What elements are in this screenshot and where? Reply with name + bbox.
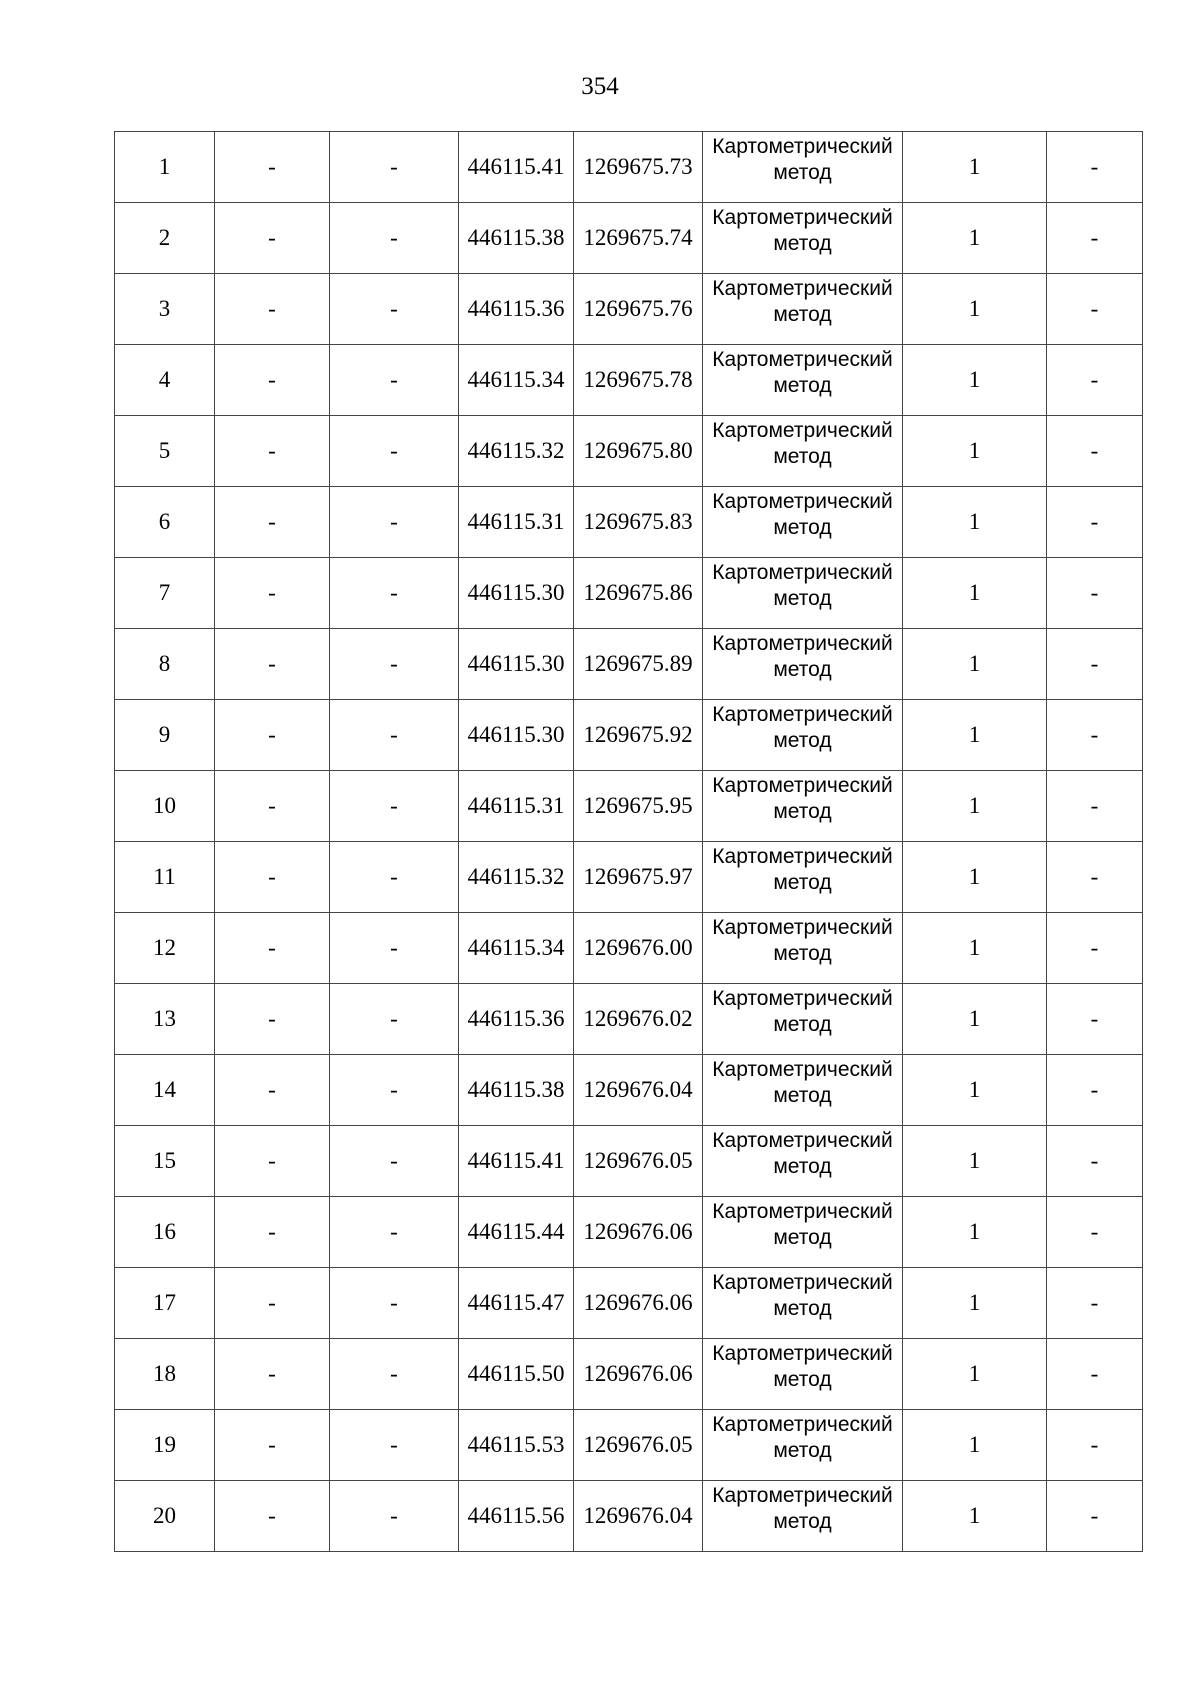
point-number-cell: 10 [115,771,215,842]
dash-cell: - [1047,1481,1143,1552]
table-row [115,203,1143,274]
y-coordinate-cell: 1269675.86 [574,558,703,629]
table-row [115,558,1143,629]
x-coordinate-cell: 446115.32 [459,842,574,913]
table-row [115,1481,1143,1552]
dash-cell: - [330,416,459,487]
y-coordinate-cell: 1269676.02 [574,984,703,1055]
dash-cell: - [215,842,330,913]
point-number-cell: 20 [115,1481,215,1552]
accuracy-cell: 1 [903,345,1047,416]
dash-cell: - [330,842,459,913]
table-row [115,416,1143,487]
point-number-cell: 1 [115,132,215,203]
dash-cell: - [215,1055,330,1126]
method-label-line2: метод [773,232,832,255]
x-coordinate-cell: 446115.38 [459,203,574,274]
method-cell [703,1268,903,1339]
method-cell [703,1126,903,1197]
method-cell [703,1339,903,1410]
point-number-cell: 3 [115,274,215,345]
x-coordinate-cell: 446115.41 [459,1126,574,1197]
method-cell [703,1410,903,1481]
dash-cell: - [330,629,459,700]
dash-cell: - [215,1339,330,1410]
method-label-line1: Картометрический [712,561,893,584]
method-cell [703,274,903,345]
x-coordinate-cell: 446115.34 [459,913,574,984]
table-row [115,842,1143,913]
point-number-cell: 11 [115,842,215,913]
method-label-line2: метод [773,303,832,326]
table-row [115,700,1143,771]
accuracy-cell: 1 [903,629,1047,700]
dash-cell: - [330,274,459,345]
dash-cell: - [330,345,459,416]
dash-cell: - [1047,1197,1143,1268]
method-cell [703,771,903,842]
dash-cell: - [215,629,330,700]
dash-cell: - [330,1268,459,1339]
table-row [115,274,1143,345]
dash-cell: - [215,274,330,345]
accuracy-cell: 1 [903,842,1047,913]
point-number-cell: 13 [115,984,215,1055]
dash-cell: - [215,1197,330,1268]
dash-cell: - [215,1481,330,1552]
dash-cell: - [1047,700,1143,771]
point-number-cell: 17 [115,1268,215,1339]
table-row [115,1126,1143,1197]
method-label-line1: Картометрический [712,419,893,442]
dash-cell: - [330,700,459,771]
point-number-cell: 8 [115,629,215,700]
x-coordinate-cell: 446115.36 [459,984,574,1055]
dash-cell: - [215,1410,330,1481]
method-label-line1: Картометрический [712,348,893,371]
accuracy-cell: 1 [903,274,1047,345]
dash-cell: - [215,203,330,274]
dash-cell: - [1047,1339,1143,1410]
point-number-cell: 14 [115,1055,215,1126]
point-number-cell: 12 [115,913,215,984]
method-cell [703,700,903,771]
table-row [115,1055,1143,1126]
dash-cell: - [215,984,330,1055]
dash-cell: - [330,558,459,629]
x-coordinate-cell: 446115.50 [459,1339,574,1410]
method-cell [703,913,903,984]
method-label-line2: метод [773,800,832,823]
point-number-cell: 2 [115,203,215,274]
method-label-line1: Картометрический [712,490,893,513]
x-coordinate-cell: 446115.30 [459,558,574,629]
method-cell [703,416,903,487]
dash-cell: - [1047,1268,1143,1339]
dash-cell: - [1047,132,1143,203]
accuracy-cell: 1 [903,984,1047,1055]
accuracy-cell: 1 [903,487,1047,558]
table-row [115,345,1143,416]
x-coordinate-cell: 446115.38 [459,1055,574,1126]
dash-cell: - [215,1126,330,1197]
method-label-line1: Картометрический [712,1058,893,1081]
method-label-line2: метод [773,161,832,184]
method-cell [703,629,903,700]
x-coordinate-cell: 446115.30 [459,629,574,700]
y-coordinate-cell: 1269676.05 [574,1126,703,1197]
dash-cell: - [215,700,330,771]
method-label-line2: метод [773,942,832,965]
method-label-line1: Картометрический [712,774,893,797]
table-row [115,132,1143,203]
method-label-line2: метод [773,1439,832,1462]
table-row [115,1410,1143,1481]
dash-cell: - [1047,629,1143,700]
accuracy-cell: 1 [903,700,1047,771]
dash-cell: - [330,1197,459,1268]
method-label-line1: Картометрический [712,916,893,939]
method-label-line2: метод [773,1297,832,1320]
method-label-line2: метод [773,445,832,468]
dash-cell: - [1047,1410,1143,1481]
accuracy-cell: 1 [903,1481,1047,1552]
x-coordinate-cell: 446115.34 [459,345,574,416]
method-label-line1: Картометрический [712,1342,893,1365]
method-cell [703,984,903,1055]
method-label-line2: метод [773,1368,832,1391]
x-coordinate-cell: 446115.44 [459,1197,574,1268]
method-cell [703,132,903,203]
dash-cell: - [1047,487,1143,558]
method-label-line1: Картометрический [712,206,893,229]
accuracy-cell: 1 [903,1126,1047,1197]
table-row [115,1197,1143,1268]
x-coordinate-cell: 446115.53 [459,1410,574,1481]
method-label-line2: метод [773,871,832,894]
accuracy-cell: 1 [903,558,1047,629]
method-cell [703,1481,903,1552]
table-row [115,487,1143,558]
point-number-cell: 16 [115,1197,215,1268]
point-number-cell: 15 [115,1126,215,1197]
x-coordinate-cell: 446115.56 [459,1481,574,1552]
point-number-cell: 5 [115,416,215,487]
accuracy-cell: 1 [903,1410,1047,1481]
y-coordinate-cell: 1269675.80 [574,416,703,487]
method-label-line1: Картометрический [712,703,893,726]
dash-cell: - [330,1339,459,1410]
x-coordinate-cell: 446115.31 [459,487,574,558]
point-number-cell: 6 [115,487,215,558]
dash-cell: - [330,1126,459,1197]
dash-cell: - [1047,274,1143,345]
dash-cell: - [215,771,330,842]
y-coordinate-cell: 1269676.04 [574,1481,703,1552]
x-coordinate-cell: 446115.31 [459,771,574,842]
x-coordinate-cell: 446115.47 [459,1268,574,1339]
dash-cell: - [1047,345,1143,416]
accuracy-cell: 1 [903,913,1047,984]
method-label-line2: метод [773,1155,832,1178]
y-coordinate-cell: 1269675.95 [574,771,703,842]
dash-cell: - [330,132,459,203]
method-label-line2: метод [773,658,832,681]
method-label-line2: метод [773,374,832,397]
method-cell [703,1197,903,1268]
method-label-line2: метод [773,729,832,752]
method-label-line1: Картометрический [712,987,893,1010]
dash-cell: - [330,487,459,558]
dash-cell: - [330,984,459,1055]
y-coordinate-cell: 1269675.83 [574,487,703,558]
method-cell [703,842,903,913]
accuracy-cell: 1 [903,1197,1047,1268]
method-label-line2: метод [773,1226,832,1249]
x-coordinate-cell: 446115.41 [459,132,574,203]
method-cell [703,558,903,629]
accuracy-cell: 1 [903,203,1047,274]
dash-cell: - [215,1268,330,1339]
coordinates-table [114,131,1143,1552]
method-label-line2: метод [773,587,832,610]
method-cell [703,1055,903,1126]
dash-cell: - [1047,1126,1143,1197]
y-coordinate-cell: 1269675.78 [574,345,703,416]
table-row [115,1268,1143,1339]
y-coordinate-cell: 1269675.74 [574,203,703,274]
method-label-line2: метод [773,1084,832,1107]
method-cell [703,203,903,274]
method-label-line1: Картометрический [712,1413,893,1436]
table-row [115,984,1143,1055]
point-number-cell: 18 [115,1339,215,1410]
dash-cell: - [215,913,330,984]
dash-cell: - [1047,416,1143,487]
point-number-cell: 9 [115,700,215,771]
y-coordinate-cell: 1269675.97 [574,842,703,913]
x-coordinate-cell: 446115.36 [459,274,574,345]
dash-cell: - [330,1481,459,1552]
point-number-cell: 4 [115,345,215,416]
accuracy-cell: 1 [903,132,1047,203]
table-body [115,132,1143,1552]
method-label-line1: Картометрический [712,135,893,158]
dash-cell: - [330,1410,459,1481]
table-row [115,913,1143,984]
page-number: 354 [581,73,619,100]
y-coordinate-cell: 1269676.06 [574,1339,703,1410]
method-label-line2: метод [773,516,832,539]
method-label-line1: Картометрический [712,632,893,655]
y-coordinate-cell: 1269675.89 [574,629,703,700]
dash-cell: - [1047,1055,1143,1126]
y-coordinate-cell: 1269675.73 [574,132,703,203]
accuracy-cell: 1 [903,1268,1047,1339]
method-label-line1: Картометрический [712,845,893,868]
y-coordinate-cell: 1269676.05 [574,1410,703,1481]
table-row [115,1339,1143,1410]
y-coordinate-cell: 1269676.06 [574,1197,703,1268]
dash-cell: - [1047,842,1143,913]
dash-cell: - [1047,558,1143,629]
method-label-line1: Картометрический [712,1129,893,1152]
table-row [115,629,1143,700]
y-coordinate-cell: 1269676.04 [574,1055,703,1126]
method-label-line1: Картометрический [712,1200,893,1223]
dash-cell: - [330,203,459,274]
method-label-line1: Картометрический [712,277,893,300]
dash-cell: - [215,487,330,558]
method-label-line2: метод [773,1510,832,1533]
dash-cell: - [215,558,330,629]
dash-cell: - [1047,771,1143,842]
dash-cell: - [330,1055,459,1126]
dash-cell: - [1047,203,1143,274]
dash-cell: - [330,771,459,842]
y-coordinate-cell: 1269675.76 [574,274,703,345]
accuracy-cell: 1 [903,1055,1047,1126]
dash-cell: - [330,913,459,984]
dash-cell: - [1047,913,1143,984]
point-number-cell: 7 [115,558,215,629]
y-coordinate-cell: 1269675.92 [574,700,703,771]
table-row [115,771,1143,842]
y-coordinate-cell: 1269676.00 [574,913,703,984]
method-cell [703,345,903,416]
x-coordinate-cell: 446115.30 [459,700,574,771]
accuracy-cell: 1 [903,416,1047,487]
method-label-line1: Картометрический [712,1271,893,1294]
method-label-line1: Картометрический [712,1484,893,1507]
accuracy-cell: 1 [903,1339,1047,1410]
x-coordinate-cell: 446115.32 [459,416,574,487]
dash-cell: - [215,416,330,487]
method-cell [703,487,903,558]
method-label-line2: метод [773,1013,832,1036]
point-number-cell: 19 [115,1410,215,1481]
dash-cell: - [215,132,330,203]
dash-cell: - [1047,984,1143,1055]
y-coordinate-cell: 1269676.06 [574,1268,703,1339]
accuracy-cell: 1 [903,771,1047,842]
dash-cell: - [215,345,330,416]
